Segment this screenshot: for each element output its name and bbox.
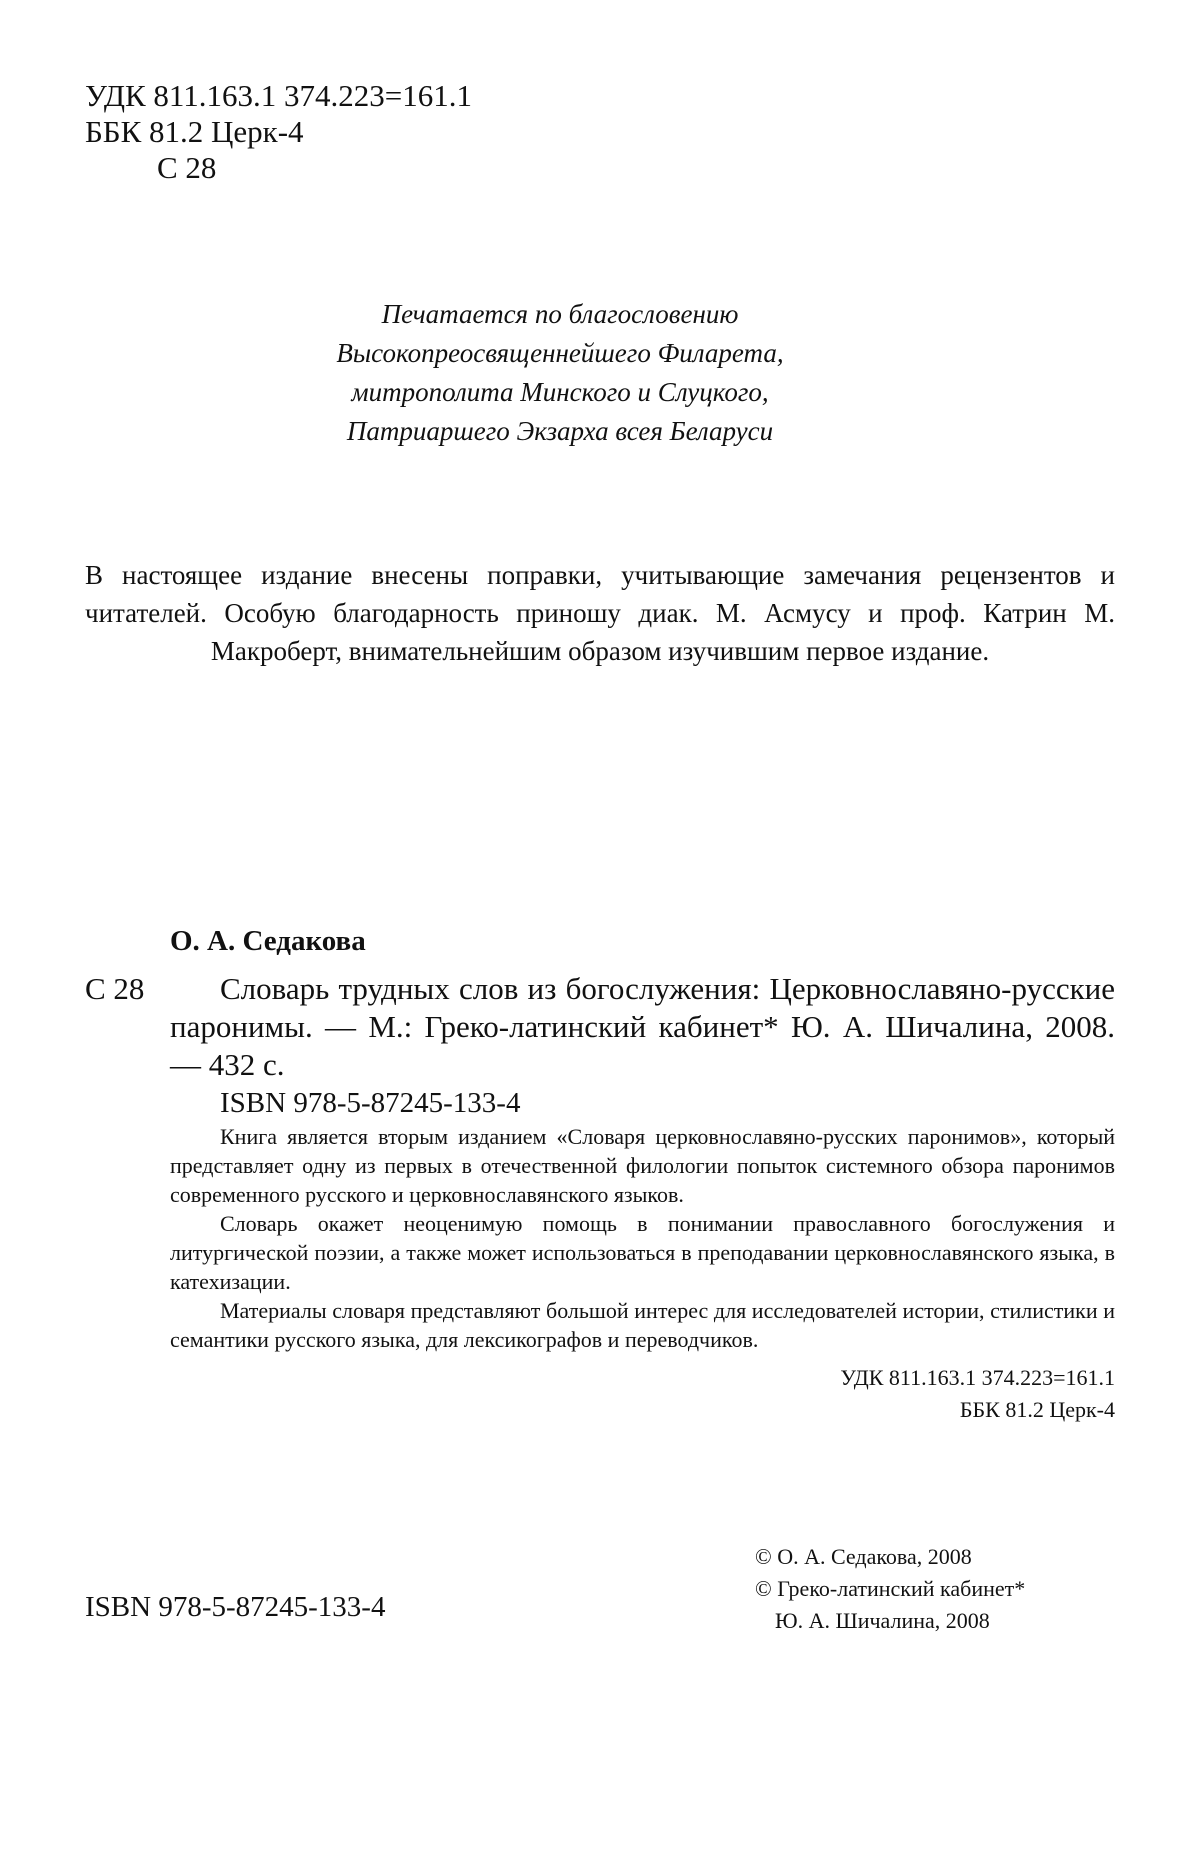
copyright-author: © О. А. Седакова, 2008 [755,1544,972,1569]
entry-udk: УДК 811.163.1 374.223=161.1 [840,1365,1115,1390]
copyright-block [755,1541,1025,1637]
copyright-publisher-cont: Ю. А. Шичалина, 2008 [775,1608,990,1633]
entry-isbn: ISBN 978-5-87245-133-4 [220,1087,521,1119]
entry-bbk: ББК 81.2 Церк-4 [959,1397,1115,1422]
udk-code: УДК 811.163.1 374.223=161.1 [85,78,472,113]
isbn-bottom: ISBN 978-5-87245-133-4 [85,1591,386,1623]
bbk-code: ББК 81.2 Церк-4 [85,114,304,149]
blessing-line: Высокопреосвященнейшего Филарета, [336,338,784,368]
blessing-line: Печатается по благословению [381,299,739,329]
blessing-block [240,295,880,451]
classification-block [85,78,472,186]
bibliographic-entry [85,922,1115,1426]
entry-main [85,970,1115,1084]
abstract-paragraph: Материалы словаря представляют большой интерес для исследователей истории, стилистики и семантики русского языка, для лексикографов и переводчиков. [170,1298,1115,1352]
entry-abstract [170,1122,1115,1354]
edition-notice: В настоящее издание внесены поправки, учитывающие замечания рецензентов и читателей. Особую благодарность приношу диак. М. Асмусу и проф. Катрин М. Макроберт, внимательнейшим образом изучившим первое издание. [85,560,1115,666]
entry-author: О. А. Седакова [170,925,366,957]
entry-classification [85,1362,1115,1426]
abstract-paragraph: Словарь окажет неоценимую помощь в понимании православного богослужения и литургической поэзии, а также может использоваться в преподавании церковнославянского языка, в катехизации. [170,1211,1115,1294]
abstract-paragraph: Книга является вторым изданием «Словаря церковнославяно-русских паронимов», который представляет одну из первых в отечественной филологии попыток системного обзора паронимов современного русского и церковнославянского языков. [170,1124,1115,1207]
entry-title-text: Словарь трудных слов из богослужения: Церковнославяно-русские паронимы. — М.: Греко-латинский кабинет* Ю. А. Шичалина, 2008. — 432 с. [170,971,1115,1082]
copyright-publisher: © Греко-латинский кабинет* [755,1576,1026,1601]
blessing-line: митрополита Минского и Слуцкого, [351,377,769,407]
blessing-line: Патриаршего Экзарха всея Беларуси [346,416,774,446]
entry-code: С 28 [85,971,145,1006]
author-sign: С 28 [157,150,217,185]
